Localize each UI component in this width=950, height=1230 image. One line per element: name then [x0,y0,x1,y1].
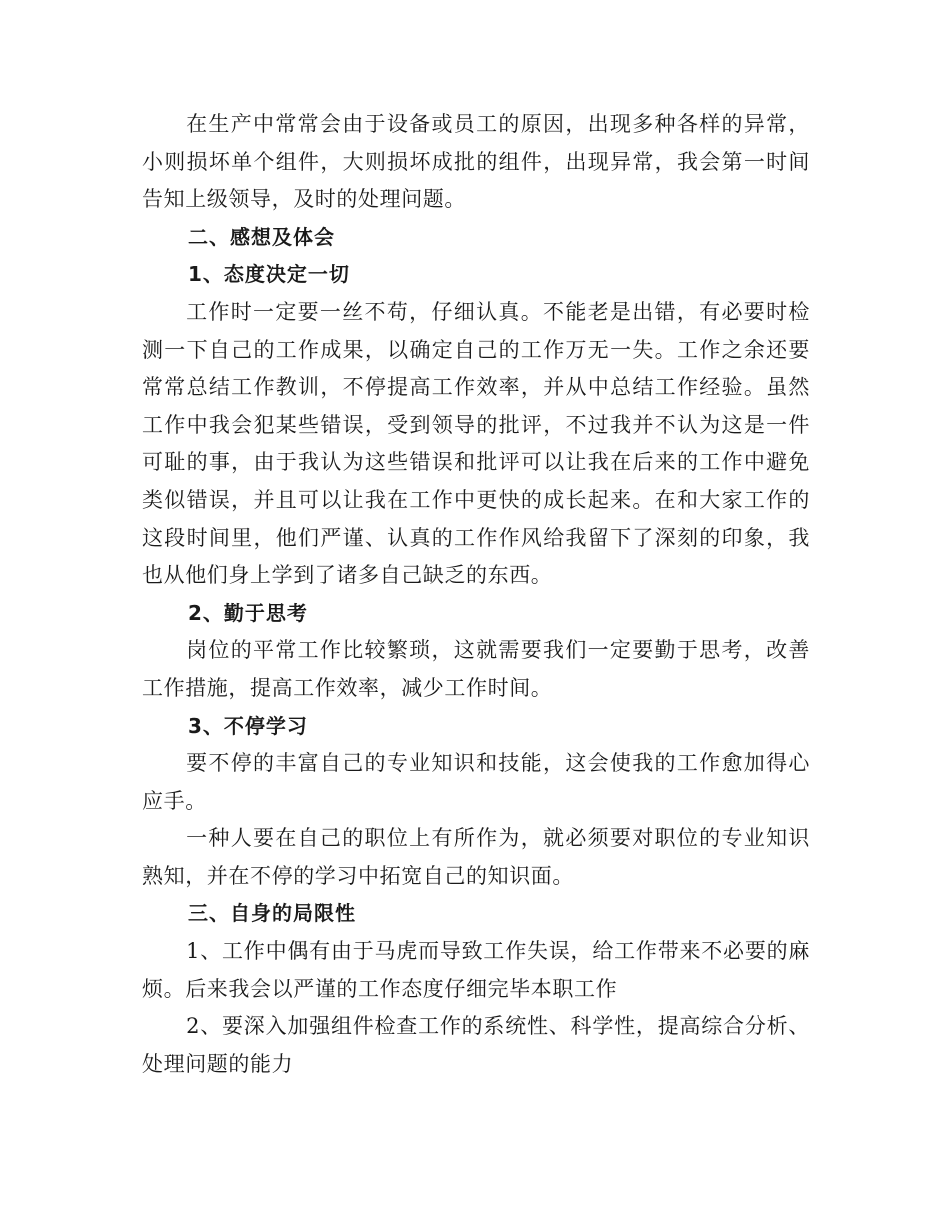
paragraph-attitude: 工作时一定要一丝不苟，仔细认真。不能老是出错，有必要时检测一下自己的工作成果，以确定自己的工作万无一失。工作之余还要常常总结工作教训，不停提高工作效率，并从中总结工作经验。虽然工作中我会犯某些错误，受到领导的批评，不过我并不认为这是一件可耻的事，由于我认为这些错误和批评可以让我在后来的工作中避免类似错误，并且可以让我在工作中更快的成长起来。在和大家工作的这段时间里，他们严谨、认真的工作作风给我留下了深刻的印象，我也从他们身上学到了诸多自己缺乏的东西。 [142,299,810,588]
paragraph-limitation-2: 2、要深入加强组件检查工作的系统性、科学性，提高综合分析、处理问题的能力 [142,1014,810,1076]
document-body [142,106,810,1083]
heading-thinking: 2、勤于思考 [188,600,308,625]
paragraph-learning-skills: 要不停的丰富自己的专业知识和技能，这会使我的工作愈加得心应手。 [142,751,810,813]
heading-attitude: 1、态度决定一切 [188,262,350,287]
heading-learning: 3、不停学习 [188,713,308,738]
paragraph-production-anomalies: 在生产中常常会由于设备或员工的原因，出现多种各样的异常，小则损坏单个组件，大则损坏成批的组件，出现异常，我会第一时间告知上级领导，及时的处理问题。 [142,112,810,212]
heading-reflections: 二、感想及体会 [188,224,335,249]
paragraph-limitation-1: 1、工作中偶有由于马虎而导致工作失误，给工作带来不必要的麻烦。后来我会以严谨的工作态度仔细完毕本职工作 [142,939,810,1001]
paragraph-learning-knowledge: 一种人要在自己的职位上有所作为，就必须要对职位的专业知识熟知，并在不停的学习中拓宽自己的知识面。 [142,826,810,888]
paragraph-thinking: 岗位的平常工作比较繁琐，这就需要我们一定要勤于思考，改善工作措施，提高工作效率，减少工作时间。 [142,638,810,700]
heading-limitations: 三、自身的局限性 [188,901,356,926]
